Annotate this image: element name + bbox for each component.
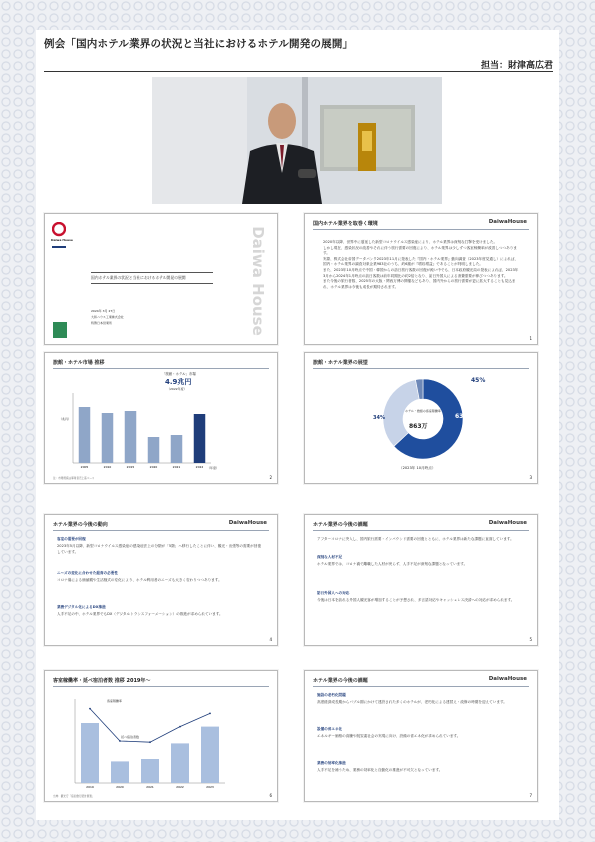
trend-body-2: コロナ禍による価値観や生活様式の変化により、ホテル利用者のニーズも大きく変わりつつあります。 (57, 578, 222, 582)
data-point (209, 713, 211, 715)
cover-dept: 特殊日本営業所 (91, 321, 113, 325)
x-tick-label: 2010 (103, 465, 112, 469)
author-label: 担当：財津高広君 (480, 61, 553, 71)
brand-label: DaiwaHouse (488, 676, 527, 682)
donut-hotel-value: 63% (455, 413, 470, 420)
page-number: 3 (529, 475, 532, 480)
donut-center-note: ホテル・旅館の客室稼働率 (405, 409, 441, 413)
cover-company: 大和ハウス工業株式会社 (91, 315, 124, 319)
cover-date: 2024年 3月 27日 (91, 309, 116, 313)
x-tick-label: 2020 (116, 785, 124, 789)
donut-center-value: 863万 (409, 423, 428, 430)
cover-rule-2 (91, 283, 213, 284)
cover-rule (91, 272, 213, 273)
issues-body-1: ホテル業界では、コロナ禍で離職した人材が戻らず、人手不足が深刻な課題となっています。 (317, 562, 468, 566)
slide-heading: 旅館・ホテル業界の展望 (313, 360, 368, 366)
cover-logo-bar (52, 246, 66, 248)
page-number: 5 (529, 637, 532, 642)
donut-date-label: （2023年 10月時点） (399, 466, 436, 470)
slide-cover (44, 213, 278, 345)
bar (194, 414, 206, 463)
slide-environment (304, 213, 538, 345)
page-number: 1 (529, 336, 532, 341)
bar (79, 407, 91, 463)
x-tick-label: 2023 (206, 785, 214, 789)
chart-note: 注：市場規模は事業者売上高ベース (53, 477, 95, 480)
slide-issues-2 (304, 670, 538, 802)
issues-subheading-1: 深刻な人材不足 (317, 555, 343, 559)
bar (141, 759, 159, 783)
legend-occupancy: 客室稼働率 (107, 699, 123, 703)
market-chart (45, 353, 277, 483)
chart-callout: 「旅館・ホテル」市場 (162, 372, 196, 376)
x-tick-label: 2021 (172, 465, 181, 469)
issues-subheading-2: 訪日外国人への対応 (317, 591, 350, 595)
brand-label: DaiwaHouse (228, 520, 267, 526)
occupancy-chart (45, 671, 277, 801)
issues-intro: アフターコロナに突入し、国内旅行需要・インバウンド需要の回復とともに、ホテル業界は新たな課題に直面しています。 (317, 537, 514, 541)
cover-slide-title: 国内ホテル業界の状況と当社におけるホテル開発の展開 (91, 275, 186, 280)
page-number: 4 (269, 637, 272, 642)
bar (111, 761, 129, 783)
bar (102, 413, 114, 463)
x-tick-label: 2019 (86, 785, 94, 789)
slide-heading: 客室稼働率・延べ宿泊者数 推移 2019年～ (53, 678, 151, 684)
slide-trends (44, 514, 278, 646)
x-tick-label: 2020 (149, 465, 158, 469)
data-point (149, 741, 151, 743)
slide-heading: ホテル業界の今後の動向 (53, 522, 108, 528)
slide-body: 2020年以降、世界中に蔓延した新型コロナウイルス感染症により、ホテル業界は深刻な打撃を受けました。 しかし現在、感染状況の改善やそれに伴う旅行需要の回復により、ホテル業界は少しずつ客室稼働率が改善しつつあります。 実際、株式会社帝国データバンク2023年11月に発表した『国内・ホテル業界』動向調査（2023年度見通し）によれば、国内・ホテル業界の調査対象企業983社のうち、約6割が『增収增益』であることが判明しました。 また、2023年10月時点で中国・韓国からの訪日旅行客数の回復が鈍い中でも、日本政府観光局の発表によれば、2023年3月から2024年1月時点の訪日客数は前年同期比の約2倍となり、訪日外国人による消費需要が伸びつつあります。 また今後の旅行者数、2025年の大阪・関西万博の開催などもあり、国内外からの旅行需要が更に拡大することも見込まれ、ホテル業界は今後も成長が期待されます。 (323, 240, 519, 289)
donut-top-value: 45% (471, 377, 486, 384)
data-point (89, 708, 91, 710)
daiwa-logo-icon (52, 222, 66, 238)
x-tick-label: 2005 (80, 465, 89, 469)
bar (201, 727, 219, 783)
page-number: 6 (269, 793, 272, 798)
issues2-subheading-2: 設備の省エネ化 (317, 727, 343, 731)
issues-body-2: 今後は日本を訪れる外国人観光客が増加することが予想され、多言語対応やキャッシュレス決済への対応が求められます。 (317, 598, 515, 602)
bar (81, 723, 99, 783)
trend-subheading-1: 客室の需要が回復 (57, 537, 86, 541)
slide-heading: 国内ホテル業界を取巻く環境 (313, 221, 378, 227)
brand-label: DaiwaHouse (488, 219, 527, 225)
series-line (90, 709, 210, 743)
cover-badge (53, 322, 67, 338)
slide-heading: ホテル業界の今後の課題 (313, 678, 368, 684)
bar (171, 743, 189, 783)
bar (125, 411, 137, 463)
legend-guests: 延べ宿泊者数 (121, 735, 140, 739)
issues2-body-2: エネルギー価格の高騰や脱炭素社会の実現に向け、設備の省エネ化が求められています。 (317, 734, 461, 738)
page-title: 例会「国内ホテル業界の状況と当社におけるホテル開発の展開」 (44, 38, 354, 50)
x-tick-label: 2022 (176, 785, 184, 789)
chart-callout-value: 4.9兆円 (165, 378, 192, 386)
brand-label: DaiwaHouse (488, 520, 527, 526)
bar (148, 437, 160, 463)
pie-slice (383, 380, 419, 447)
outlook-donut-chart (305, 353, 537, 483)
page-number: 2 (269, 475, 272, 480)
bar (171, 435, 183, 463)
trend-body-1: 2023年5月以降、新型コロナウイルス感染症の感染症法上の分類が「5類」へ移行したことに伴い、観光・出張等の需要が回復しています。 (57, 544, 261, 554)
trend-subheading-3: 業務デジタル化によるDX推進 (57, 605, 106, 609)
x-tick-label: 2022 (195, 465, 204, 469)
x-tick-label: 2015 (126, 465, 135, 469)
chart-ylabel: （兆円） (59, 417, 72, 421)
data-point (119, 740, 121, 742)
data-point (179, 726, 181, 728)
issues2-body-1: 高度経済成長期からバブル期にかけて建設された多くのホテルが、老朽化による建替え・改修の時期を迎えています。 (317, 700, 507, 704)
slide-heading: 旅館・ホテル市場 推移 (53, 360, 105, 366)
slide-heading: ホテル業界の今後の課題 (313, 522, 368, 528)
title-rule (44, 71, 553, 72)
issues2-subheading-1: 施設の老朽化問題 (317, 693, 346, 697)
chart-callout-note: （2022年度） (167, 387, 187, 391)
x-tick-label: 2021 (146, 785, 154, 789)
trend-body-3: 人手不足の中、ホテル業界でもDX（デジタルトランスフォーメーション）の推進が求められています。 (57, 612, 223, 616)
speaker-photo (152, 77, 442, 204)
cover-logo: Daiwa House (51, 238, 73, 242)
document-page (36, 30, 559, 820)
issues2-subheading-3: 業務の効率化推進 (317, 761, 346, 765)
chart-source: 出典：観光庁「宿泊旅行統計調査」 (53, 795, 95, 798)
slide-outlook-pie (304, 352, 538, 484)
slide-market-chart (44, 352, 278, 484)
slide-occupancy-chart (44, 670, 278, 802)
slide-issues-1 (304, 514, 538, 646)
page-number: 7 (529, 793, 532, 798)
cover-vertical-brand: Daiwa House (249, 226, 268, 336)
trend-subheading-2: ニーズの変化に合わせた経営の必要性 (57, 571, 118, 575)
issues2-body-3: 人手不足を補うため、業務の効率化と自動化の推進が不可欠となっています。 (317, 768, 443, 772)
chart-xlabel: （年度） (207, 466, 220, 470)
donut-ryokan-value: 34% (373, 415, 385, 421)
